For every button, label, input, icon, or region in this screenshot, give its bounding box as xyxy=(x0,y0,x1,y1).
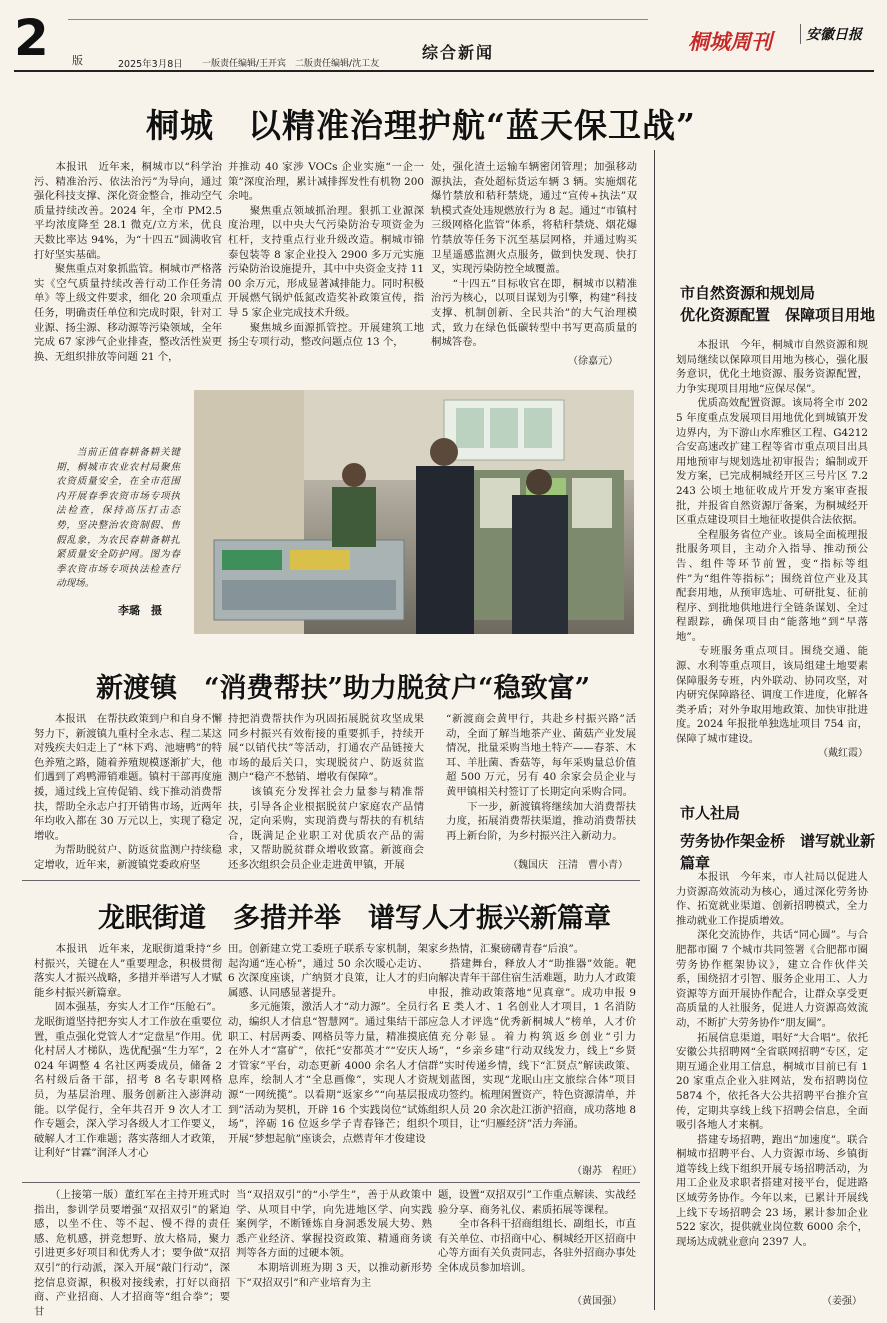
article1-headline: 桐城 以精准治理护航“蓝天保卫战” xyxy=(146,106,696,145)
section-name: 综合新闻 xyxy=(422,43,495,62)
article1-col2: 并推动 40 家涉 VOCs 企业实施“一企一策”深度治理，累计减排挥发性有机物 200 余吨。 聚焦重点领域抓治理。狠抓工业源深度治理，以中央大气污染防治专项资金为杠杆，支持重点行业升级改造。桐城市锦泰包装等 8 家企业投入 2900 多万元实施污染防治设施提升，其中中央资金支持 1100 余万元，形成显著减排能力。同时积极开展燃气锅炉低氮改造奖补政策宣传，指导 5 家企业完成技术升级。 聚焦城乡面源抓管控。开展建筑工地扬尘专项行动，整改问题点位 13 个， xyxy=(228,161,424,349)
column-divider xyxy=(654,150,655,1310)
side2-title-line1: 市人社局 xyxy=(680,804,741,822)
article4-col3: 题，设置“双招双引”工作重点解读、实战经验分享、商务礼仪、素质拓展等课程。 全市各科干招商组组长、副组长，市直有关单位、市招商中心、桐城经开区招商中心等方面有关负责同志，各驻外招商办事处全体成员参加培训。 xyxy=(438,1189,636,1274)
header-top-rule xyxy=(68,19,648,20)
article3-headline: 龙眠街道 多措并举 谱写人才振兴新篇章 xyxy=(98,903,611,934)
photo-caption-box xyxy=(56,446,180,624)
article2-divider xyxy=(22,880,640,881)
issue-date: 2025年3月8日 xyxy=(118,59,183,70)
article3-byline: （谢苏 程旺） xyxy=(572,1166,642,1177)
side1-body: 本报讯 今年，桐城市自然资源和规划局继续以保障项目用地为核心，强化服务意识，优化土地资源、服务资源配置，力争实现项目用地“应保尽保”。 优质高效配置资源。该局将全市 2025 年度重点发展项目用地优化到城镇开发边界内，为下游山水库雅区工程、G4212 合安高速改扩建工程等省市重点项目出具用地预审与规划选址初审报告；编制或开发方案，已完成桐城经开区三号片区 7.2243 公顷土地征收成片开发方案审查报批，并报省自然资源厅备案，为桐城经开区重点建设项目土地征收提供合法依据。 全程服务省位产业。该局全面梳理报批服务项目，主动介入指导、推动预公告、组件等环节前置，变“指标等组件”为“组件等指标”；围绕首位产业及其配套用地，从预审选址、可研批复、征前程序、到批地供地进行全链条谋划、全过程跟踪，确保项目由“能落地”到“早落地”。 专班服务重点项目。围绕交通、能源、水利等重点项目，该局组建土地要素保障服务专班，内外联动、协同攻坚，对内研究保障路径、调度工作进度，化解各类矛盾；对外争取用地政策、加快审批进度。2024 年报批单独选址项目 754 亩，保障了城市建设。 xyxy=(676,339,868,746)
article3-divider xyxy=(22,1182,640,1183)
side1-title-line2: 优化资源配置 保障项目用地 xyxy=(680,306,876,324)
photo-credit: 李璐 摄 xyxy=(118,604,162,617)
side2-title-line2: 劳务协作架金桥 谱写就业新篇章 xyxy=(680,832,876,872)
article2-col1: 本报讯 在帮扶政策到户和自身不懈努力下，新渡镇九重村全永志、程二某这对残疾夫妇走上了“林下鸡、池塘鸭”的特色养殖之路，随着养殖规模逐渐扩大，他们遇到了鸡鸭滞销难题。镇村干部再度施援，通过线上宣传促销、线下推动消费帮扶，帮助全永志户打开销售市场，近两年年均收入都在 30 万元以上，实现了稳定增收。 为帮助脱贫户、防返贫监测户持续稳定增收，近年来，新渡镇党委政府坚 xyxy=(34,713,222,871)
page-unit: 版 xyxy=(72,54,83,67)
farm-supply-inspection-photo xyxy=(194,390,634,634)
header-band xyxy=(64,40,764,54)
side2-body: 本报讯 今年来，市人社局以促进人力资源高效流动为核心，通过深化劳务协作、拓宽就业渠道、创新招聘模式，全力推动就业工作提质增效。 深化交流协作，共话“同心圆”。与合肥都市圈 7 个城市共同签署《合肥都市圈劳务协作框架协议》，建立合作伙伴关系，围绕招才引智、服务企业用工、人力资源等方面开展协作配合，让群众享受更高质量的人社服务，促进人力资源高效流动，不断扩大劳务协作“朋友圈”。 拓展信息渠道，唱好“大合唱”。依托安徽公共招聘网“全省联网招聘”专区，定期互通企业用工信息，桐城市目前已有 120 家重点企业入驻网站，发布招聘岗位 5874 个，依托各大公共招聘平台推介宣传，定期共享线上线下招聘会信息，全面吸引各地人才来桐。 搭建专场招聘，跑出“加速度”。联合桐城市招聘平台、人力资源市场、乡镇街道等线上线下组织开展专场招聘活动，为用工企业及求职者搭建对接平台，促进路区域劳务协作。今年以来，已累计开展线上线下专场招聘会 23 场，累计参加企业 522 家次，提供就业岗位数 6000 余个，现场达成就业意向 2397 人。 xyxy=(676,871,868,1248)
article1-byline: （徐嘉元） xyxy=(568,356,618,367)
side1-byline: （戴红霞） xyxy=(818,748,868,759)
article2-byline: （魏国庆 汪清 曹小青） xyxy=(508,860,628,871)
article2-col2: 持把消费帮扶作为巩固拓展脱贫攻坚成果同乡村振兴有效衔接的重要抓手，持续开展“以销代扶”等活动，打通农产品链接大市场的最后关口，实现脱贫户、防返贫监测户“稳产不愁销、增收有保障”。 该镇充分发挥社会力量参与精准帮扶，引导各企业根据脱贫户家庭农产品情况，定向采购，实现消费与帮扶的有机结合，既满足企业职工对优质农产品的需求，又帮助脱贫群众增收致富。新渡商会还多次组织会员企业走进黄甲镇，开展 xyxy=(228,713,424,871)
article3-col3: 家乡热情，汇聚磅礴青春“后浪”。 搭建舞台，释放人才“助推器”效能。靶向解决青年干部住宿生活难题，助力人才政策申报，推动政策落地“见真章”。成功申报 9 名 E 类人才、1 名创业人才项目，1 名消防应急人才评选“优秀新桐城人”榜单，人才价值充分彰显。着力构筑返乡创业“引力场”，“乡亲乡建”行动双线发力，线上“乡贤群”实时传递乡情，线下“汇贤点”解读政策、规划蓝图，实现“龙眠山庄文旅综合体”项目成功签约。梳理闲置资产，特色资源清单，并组织人员 20 余次赴江浙沪招商，成功落地 8 个项目，让“归雁经济”活力奔涌。 xyxy=(428,943,636,1131)
photo-illustration xyxy=(194,390,634,634)
article4-byline: （黄国强） xyxy=(572,1296,622,1307)
article1-col1: 本报讯 近年来，桐城市以“科学治污、精准治污、依法治污”为导向，通过强化科技支撑、深化资金整合，推动空气质量持续改善。2024 年，全市 PM2.5 平均浓度降至 28.1 微克/立方米，优良天数比率达 94%，为“十四五”圆满收官打好坚实基础。 聚焦重点对象抓监管。桐城市严格落实《空气质量持续改善行动工作任务清单》等上级文件要求，细化 20 余项重点任务，明确责任单位和完成时限，针对工业源、扬尘源、移动源等污染领域，全年完成 67 家涉气企业排查，整改活性炭更换、无组织排放等问题 21 个， xyxy=(34,161,222,363)
article4-col1: （上接第一版）董红军在主持开班式时指出，参训学员要增强“双招双引”的紧迫感，以坐不住、等不起、慢不得的责任感、危机感，拼竞想野、放大格局，聚力引进更多好项目和优秀人才；要争做“双招双引”的行动派，深入开展“敲门行动”，深挖信息资源，积极对接线索，打好以商招商、产业招商、人才招商等“组合拳”；要甘 xyxy=(34,1189,230,1318)
article2-col3: “新渡商会黄甲行，共赴乡村振兴路”活动，全面了解当地茶产业、菌菇产业发展情况，批量采购当地土特产——春茶、木耳、羊肚菌、香菇等，每年采购量总价值超 500 万元，另有 40 余家会员企业与黄甲镇相关村签订了长期定向采购合同。 下一步，新渡镇将继续加大消费帮扶力度，拓展消费帮扶渠道，推动消费帮扶再上新台阶，为乡村振兴注入新动力。 xyxy=(446,713,636,842)
side1-title-line1: 市自然资源和规划局 xyxy=(680,284,816,302)
header-rule xyxy=(14,70,874,72)
brand-name: 桐城周刊 xyxy=(688,29,772,54)
article4-col2: 当“双招双引”的“小学生”，善于从政策中学、从项目中学，向先进地区学、向实践案例学，不断锤炼自身洞悉发展大势、熟悉产业经济、掌握投资政策、精通商务谈判等各方面的过硬本领。 本期培训班为期 3 天，以推动新形势下“双招双引”和产业培育为主 xyxy=(236,1189,432,1289)
paper-name: 安徽日报 xyxy=(800,24,862,44)
page-number: 2 xyxy=(14,9,49,67)
article3-col1: 本报讯 近年来，龙眠街道秉持“乡村振兴，关键在人”重要理念，积极贯彻落实人才振兴战略，多措并举谱写人才赋能乡村振兴新篇章。 固本强基，夯实人才工作“压舱石”。龙眠街道坚持把夯实人才工作放在重要位置，重点强化党管人才“定盘星”作用。优化村居人才梯队，选优配强“生力军”，2024 年调整 4 名社区两委成员，储备 2 名村级后备干部，招考 8 名专职网格员，为基层治理、服务创新注入澎湃动能。以学促行，全年共召开 9 次人才工作专题会，深入学习各级人才工作要义，破解人才工作难题；落实落细人才政策，让利好“甘霖”润泽人才心 xyxy=(34,943,222,1160)
article2-headline: 新渡镇 “消费帮扶”助力脱贫户“稳致富” xyxy=(96,673,591,704)
article3-col2: 田。创新建立党工委班子联系专家机制，架起沟通“连心桥”，通过 50 余次暖心走访、6 次深度座谈，广纳贤才良策，让人才的归属感、认同感显著提升。 多元施策，激活人才“动力源”。全员行动，编织人才信息“智慧网”。通过集结干部职工、村居两委、网格员等力量，精准摸底在外人才“富矿”，依托“安都英才”“安庆人才管家”平台，动态更新 4000 余名人才信息库，绘制人才“全息画像”，实现人才资源“一网统揽”。以看期“返家乡”“向基层报到”活动为契机，开辟 16 个实践岗位“试炼场”，淬砺 16 位返乡学子青春锋芒；组织开展“梦想起航”座谈会，点燃青年才俊建设 xyxy=(228,943,428,1145)
article1-col3: 处，强化渣土运输车辆密闭管理；加强移动源执法，查处超标货运车辆 3 辆。实施烟花爆竹禁放和秸秆禁烧，通过“宣传+执法”双轨模式查处违规燃放行为 8 起。通过“市镇村三级网格化监管”体系，将秸秆禁烧、烟花爆竹禁放等任务下沉至基层网格，并通过购买卫星遥感监测火点服务，做到快发现、快打叉，实现污染防控全域覆盖。 “十四五”目标收官在即，桐城市以精准治污为核心，以项目谋划为引擎，构建“科技支撑、机制创新、全民共治”的大气治理模式，致力在绿色低碳转型中书写更高质量的桐城答卷。 xyxy=(431,161,637,349)
photo-caption: 当前正值春耕备耕关键期，桐城市农业农村局聚焦农资质量安全，在全市范围内开展春季农资市场专项执法检查，保持高压打击态势，坚决整治农资制假、售假乱象，为农民春耕备耕扎紧质量安全防护网。图为春季农资市场专项执法检查行动现场。 xyxy=(56,447,180,590)
editors-line: 一版责任编辑/王开宾 二版责任编辑/沈工友 xyxy=(202,59,380,69)
side2-byline: （姜强） xyxy=(822,1296,862,1307)
